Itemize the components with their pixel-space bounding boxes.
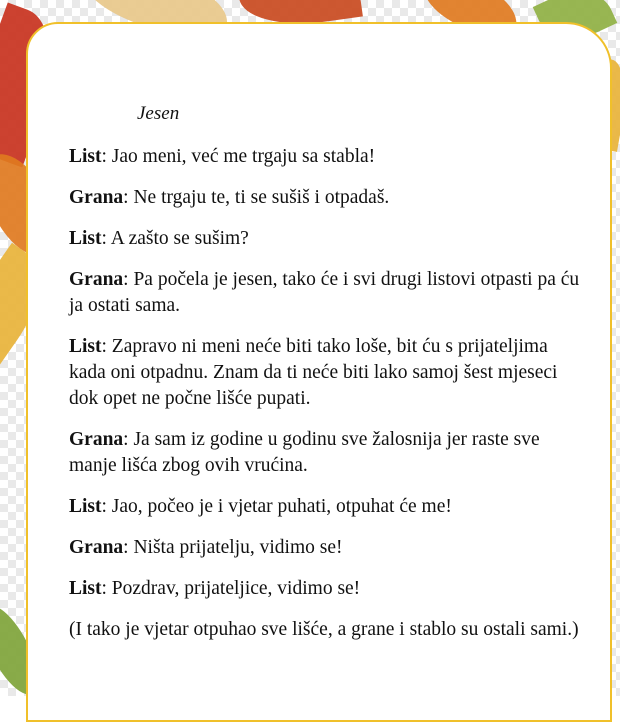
dialog-line bbox=[69, 226, 589, 252]
dialog-line bbox=[69, 494, 589, 520]
speaker-name: Grana bbox=[69, 537, 124, 558]
dialog-line bbox=[69, 185, 589, 211]
dialog-line bbox=[69, 144, 589, 170]
dialog-text bbox=[69, 144, 589, 658]
speaker-name: List bbox=[69, 336, 102, 357]
dialog-line bbox=[69, 427, 589, 479]
story-title: Jesen bbox=[137, 103, 180, 124]
line-text: : Pozdrav, prijateljice, vidimo se! bbox=[101, 578, 361, 599]
dialog-line bbox=[69, 576, 589, 602]
speaker-name: Grana bbox=[69, 187, 124, 208]
closing-line: (I tako je vjetar otpuhao sve lišće, a grane i stablo su ostali sami.) bbox=[69, 619, 579, 640]
line-text: : Jao, počeo je i vjetar puhati, otpuhat će me! bbox=[101, 496, 452, 517]
speaker-name: List bbox=[69, 146, 102, 167]
dialog-line bbox=[69, 334, 589, 412]
line-text: : Zapravo ni meni neće biti tako loše, bit ću s prijateljima kada oni otpadnu. Znam da ti neće biti lako samoj šest mjeseci dok opet ne počne lišće pupati. bbox=[69, 336, 558, 409]
speaker-name: Grana bbox=[69, 269, 124, 290]
line-text: : Pa počela je jesen, tako će i svi drugi listovi otpasti pa ću ja ostati sama. bbox=[69, 269, 580, 316]
speaker-name: Grana bbox=[69, 429, 124, 450]
line-text: : A zašto se sušim? bbox=[101, 228, 249, 249]
speaker-name: List bbox=[69, 228, 102, 249]
line-text: : Ništa prijatelju, vidimo se! bbox=[123, 537, 343, 558]
dialog-line bbox=[69, 267, 589, 319]
line-text: : Ja sam iz godine u godinu sve žalosnija jer raste sve manje lišća zbog ovih vrućina. bbox=[69, 429, 540, 476]
line-text: : Ne trgaju te, ti se sušiš i otpadaš. bbox=[123, 187, 390, 208]
line-text: : Jao meni, već me trgaju sa stabla! bbox=[101, 146, 376, 167]
dialog-line bbox=[69, 535, 589, 561]
speaker-name: List bbox=[69, 496, 102, 517]
speaker-name: List bbox=[69, 578, 102, 599]
